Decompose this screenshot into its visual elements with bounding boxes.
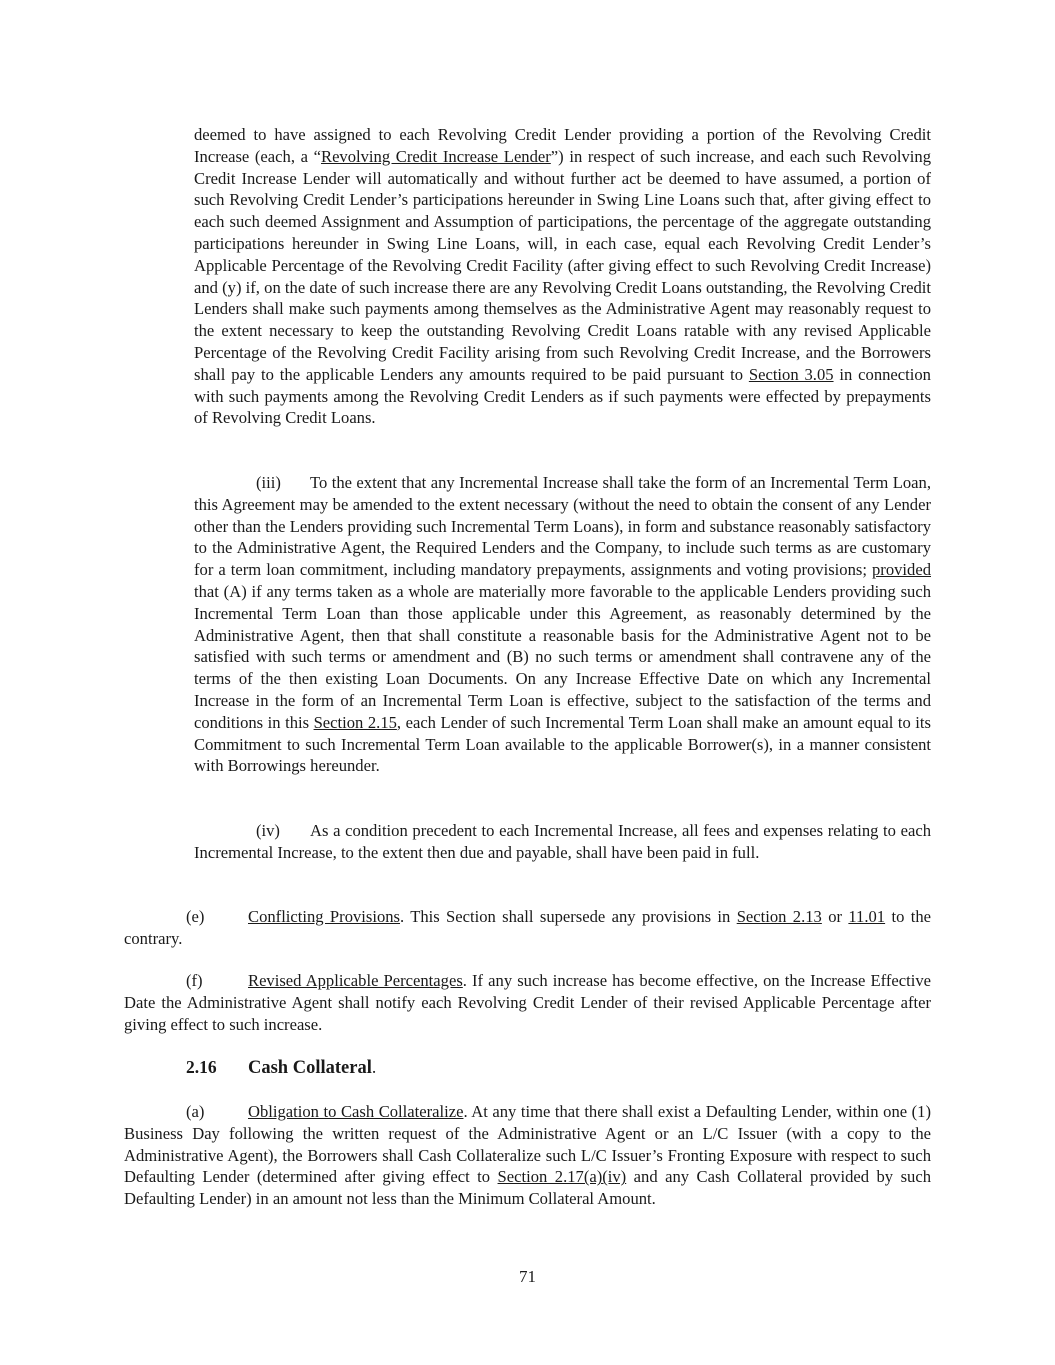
text: ”) in respect of such increase, and each such Revolving Credit Increase Lender will automatically and without further act be deemed to have assumed, a portion of such Revolving Credit Lender’s participations hereunder in Swing Line Loans such that, after giving effect to each such deemed Assignment and Assumption of participations, the percentage of the aggregate outstanding participations hereunder in Swing Line Loans, will, in each case, equal each Revolving Credit Lender’s Applicable Percentage of the Revolving Credit Facility (after giving effect to such Revolving Credit Increase) and (y) if, on the date of such increase there are any Revolving Credit Loans outstanding, the Revolving Credit Lenders shall make such payments among themselves as the Administrative Agent may reasonably request to the extent necessary to keep the outstanding Revolving Credit Loans ratable with any revised Applicable Percentage of the Revolving Credit Facility arising from such Revolving Credit Increase, and the Borrowers shall pay to the applicable Lenders any amounts required to be paid pursuant to [194,146,932,384]
text: , each Lender of such Incremental Term Loan shall make an amount equal to its Commitment to such Incremental Term Loan available to the applicable Borrower(s), in a manner consistent with Borrowings hereunder. [194,712,931,776]
clause-label-f: (f) [186,971,203,990]
heading-conflicting-provisions: Conflicting Provisions [248,907,401,926]
text: To the extent that any Incremental Increase shall take the form of an Incremental Term Loan, this Agreement may be amended to the extent necessary (without the need to obtain the consent of any Lender other than the Lenders providing such Incremental Term Loans), in form and substance reasonably satisfactory to the Administrative Agent, the Required Lenders and the Company, to include such terms as are customary for a term loan commitment, including mandatory prepayments, assignments and voting provisions; [194,473,931,580]
text: deemed to have assigned to each Revolving Credit Lender providing a portion of the Revolving Credit Increase (each, a “ [194,125,931,166]
text: in connection with such payments among the Revolving Credit Lenders as if such payments were effected by prepayments of Revolving Credit Loans. [194,364,931,428]
paragraph-iii-incremental-term-loan [194,472,931,777]
text: . This Section shall supersede any provisions in [400,907,737,926]
text: that (A) if any terms taken as a whole are materially more favorable to the applicable Lenders providing such Incremental Term Loan than those applicable under this Agreement, as reasonably determined by the Administrative Agent, then that shall constitute a reasonable basis for the Administrative Agent not to be satisfied with such terms or amendment and (B) no such terms or amendment shall contravene any of the terms of the then existing Loan Documents. On any Increase Effective Date on which any Incremental Increase in the form of an Incremental Term Loan is effective, subject to the satisfaction of the terms and conditions in this [194,581,931,732]
clause-label-iii: (iii) [256,473,281,492]
clause-label-a: (a) [186,1102,205,1121]
clause-label-e: (e) [186,907,205,926]
paragraph-a-obligation-to-cash-collateralize [124,1101,931,1210]
paragraph-iv-condition-precedent [194,820,931,864]
heading-revised-applicable-percentages: Revised Applicable Percentages [248,971,463,990]
clause-label-iv: (iv) [256,821,280,840]
section-heading-2-16 [186,1057,376,1080]
text: . At any time that there shall exist a Defaulting Lender, within one (1) Business Day following the written request of the Administrative Agent or an L/C Issuer (with a copy to the Administrative Agent), the Borrowers shall Cash Collateralize such L/C Issuer’s Fronting Exposure with respect to such Defaulting Lender (determined after giving effect to [124,1102,931,1187]
section-reference-2-15: Section 2.15 [313,712,397,732]
section-reference-2-17-a-iv: Section 2.17(a)(iv) [497,1167,627,1187]
section-reference-2-13: Section 2.13 [736,907,822,926]
text: . If any such increase has become effective, on the Increase Effective Date the Administrative Agent shall notify each Revolving Credit Lender of their revised Applicable Percentage after giving effect to such increase. [124,971,931,1034]
section-reference-3-05: Section 3.05 [748,364,834,384]
paragraph-swing-line-participations [194,124,931,429]
text: or [821,907,849,926]
page-number: 71 [519,1267,536,1286]
section-title: Cash Collateral [248,1058,372,1078]
paragraph-f-revised-applicable-percentages [124,970,931,1035]
text: to the contrary. [124,907,931,948]
text: and any Cash Collateral provided by such Defaulting Lender) in an amount not less than the Minimum Collateral Amount. [124,1167,931,1209]
paragraph-e-conflicting-provisions [124,906,931,950]
heading-obligation-to-cash-collateralize: Obligation to Cash Collateralize [248,1102,464,1121]
section-title-period: . [371,1057,377,1077]
section-number: 2.16 [186,1057,217,1077]
defined-term-revolving-credit-increase-lender: Revolving Credit Increase Lender [321,146,551,166]
term-provided: provided [872,560,931,580]
text: As a condition precedent to each Incremental Increase, all fees and expenses relating to each Incremental Increase, to the extent then due and payable, shall have been paid in full. [194,821,931,862]
section-reference-11-01: 11.01 [848,907,886,926]
